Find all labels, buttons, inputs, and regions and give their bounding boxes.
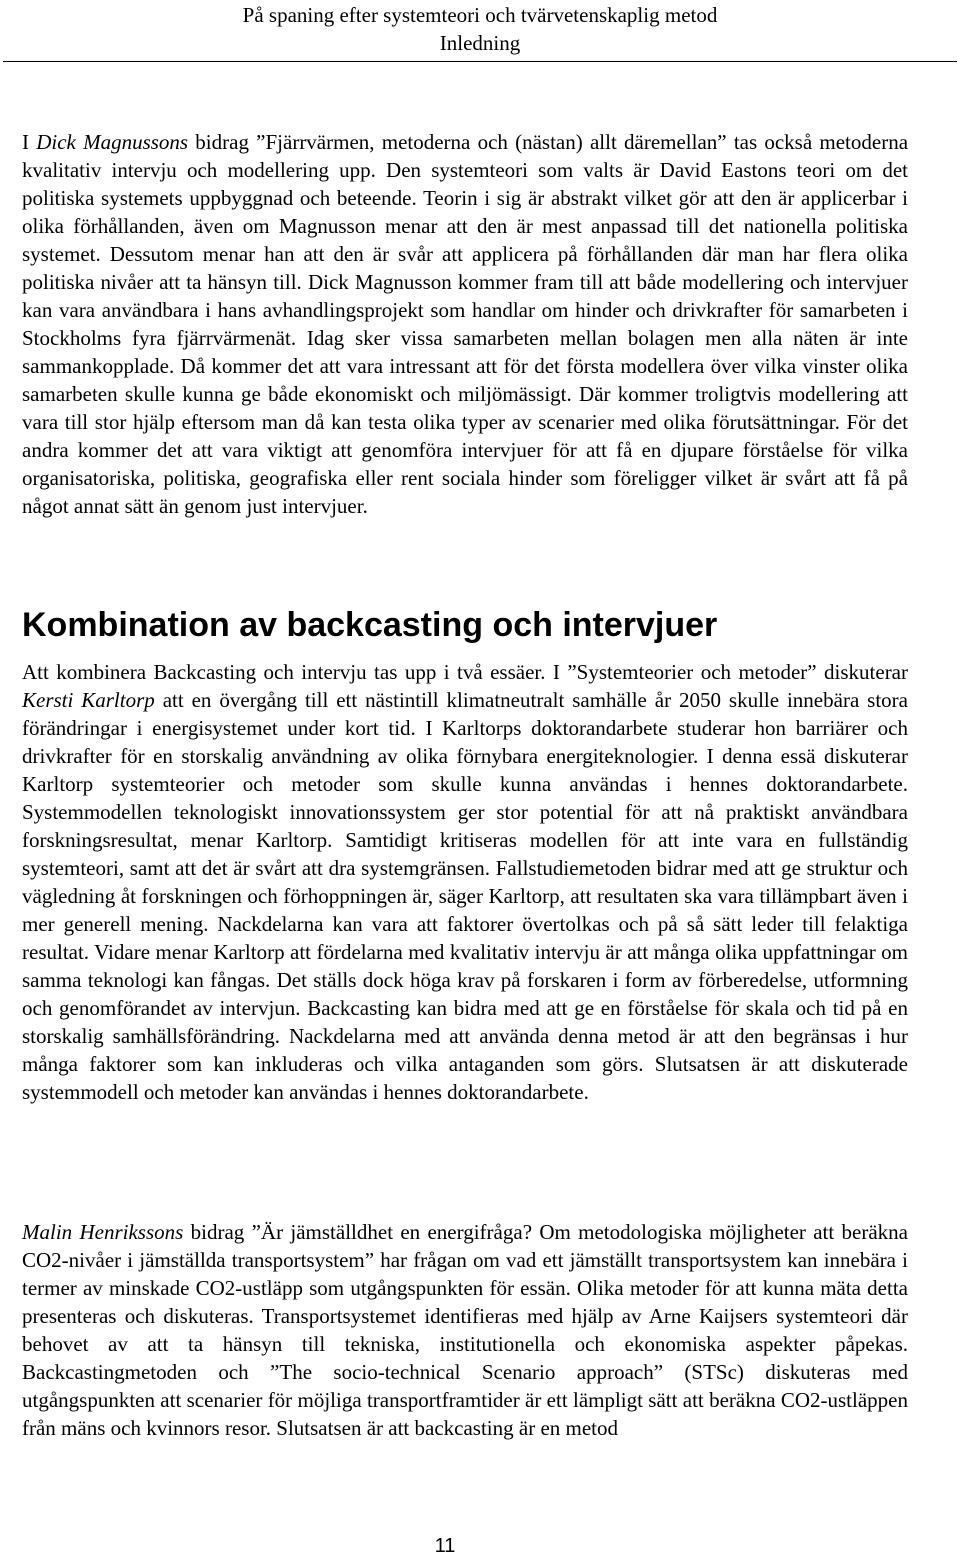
section-name: Inledning (439, 31, 521, 55)
author-name-karltorp: Kersti Karltorp (22, 688, 155, 712)
paragraph-text: att en övergång till ett nästintill klimatneutralt samhälle år 2050 skulle innebära stora förändringar i energisystemet under kort tid. I Karltorps doktorandarbete studerar hon barriärer och drivkrafter för en storskalig användning av olika förnybara energiteknologier. I denna essä diskuterar Karltorp systemteorier och metoder som skulle kunna användas i hennes doktorandarbete. Systemmodellen teknologiskt innovationssystem ger stor potential för att nå praktiskt användbara forskningsresultat, menar Karltorp. Samtidigt kritiseras modellen för att inte vara en fullständig systemteori, samt att det är svårt att dra systemgränsen. Fallstudiemetoden bidrar med att ge struktur och vägledning åt forskningen och förhoppningen är, säger Karltorp, att resultaten ska vara tillämpbart även i mer generell mening. Nackdelarna kan vara att faktorer övertolkas och på så sätt leder till felaktiga resultat. Vidare menar Karltorp att fördelarna med kvalitativ intervju är att många olika uppfattningar om samma teknologi kan fångas. Det ställs dock höga krav på forskaren i form av förberedelse, utformning och genomförandet av intervjun. Backcasting kan bidra med att ge en förståelse för skala och tid på en storskalig samhällsförändring. Nackdelarna med att använda denna metod är att den begränsas i hur många faktorer som kan inkluderas och vilka antaganden som görs. Slutsatsen är att diskuterade systemmodell och metoder kan användas i hennes doktorandarbete. (22, 688, 908, 1104)
author-name-henriksson: Malin Henrikssons (22, 1220, 184, 1244)
running-header (0, 0, 960, 57)
paragraph-text: bidrag ”Fjärrvärmen, metoderna och (nästan) allt däremellan” tas också metoderna kvalitativ intervju och modellering upp. Den systemteori som valts är David Eastons teori om det politiska systemets uppbyggnad och beteende. Teorin i sig är abstrakt vilket gör att den är applicerbar i olika förhållanden, även om Magnusson menar att den är mest anpassad till det nationella politiska systemet. Dessutom menar han att den är svår att applicera på förhållanden där man har flera olika politiska nivåer att ta hänsyn till. Dick Magnusson kommer fram till att både modellering och intervjuer kan vara användbara i hans avhandlingsprojekt som handlar om hinder och drivkrafter för samarbeten i Stockholms fyra fjärrvärmenät. Idag sker vissa samarbeten mellan bolagen men alla näten är inte sammankopplade. Då kommer det att vara intressant att för det första modellera över vilka vinster olika samarbeten skulle kunna ge både ekonomiskt och miljömässigt. Där kommer troligtvis modellering att vara till stor hjälp eftersom man då kan testa olika typer av scenarier med olika förutsättningar. För det andra kommer det att vara viktigt att genomföra intervjuer för att få en djupare förståelse för vilka organisatoriska, politiska, geografiska eller rent sociala hinder som föreligger vilket är svårt att få på något annat sätt än genom just intervjuer. (22, 130, 909, 518)
paragraph-lead: I (22, 130, 37, 154)
paragraph-lead: Att kombinera Backcasting och intervju tas upp i två essäer. I ”Systemteorier och metoder” diskuterar (22, 660, 908, 684)
page-number: 11 (434, 1535, 456, 1557)
author-name-magnusson: Dick Magnussons (36, 130, 189, 154)
document-title: På spaning efter systemteori och tvärvetenskaplig metod (242, 3, 718, 27)
header-divider (3, 61, 957, 62)
section-heading: Kombination av backcasting och intervjuer (22, 606, 718, 644)
paragraph-henriksson (22, 1218, 908, 1442)
paragraph-magnusson (22, 128, 908, 520)
paragraph-karltorp (22, 658, 908, 1106)
paragraph-text: bidrag ”Är jämställdhet en energifråga? Om metodologiska möjligheter att beräkna CO2-nivåer i jämställda transportsystem” har frågan om vad ett jämställt transportsystem kan innebära i termer av minskade CO2-ustläpp som utgångspunkten för essän. Olika metoder för att kunna mäta detta presenteras och diskuteras. Transportsystemet identifieras med hjälp av Arne Kaijsers systemteori där behovet av att ta hänsyn till tekniska, institutionella och ekonomiska aspekter påpekas. Backcastingmetoden och ”The socio-technical Scenario approach” (STSc) diskuteras med utgångspunkten att scenarier för möjliga transportframtider är ett lämpligt sätt att beräkna CO2-ustläppen från mäns och kvinnors resor. Slutsatsen är att backcasting är en metod (22, 1220, 908, 1440)
